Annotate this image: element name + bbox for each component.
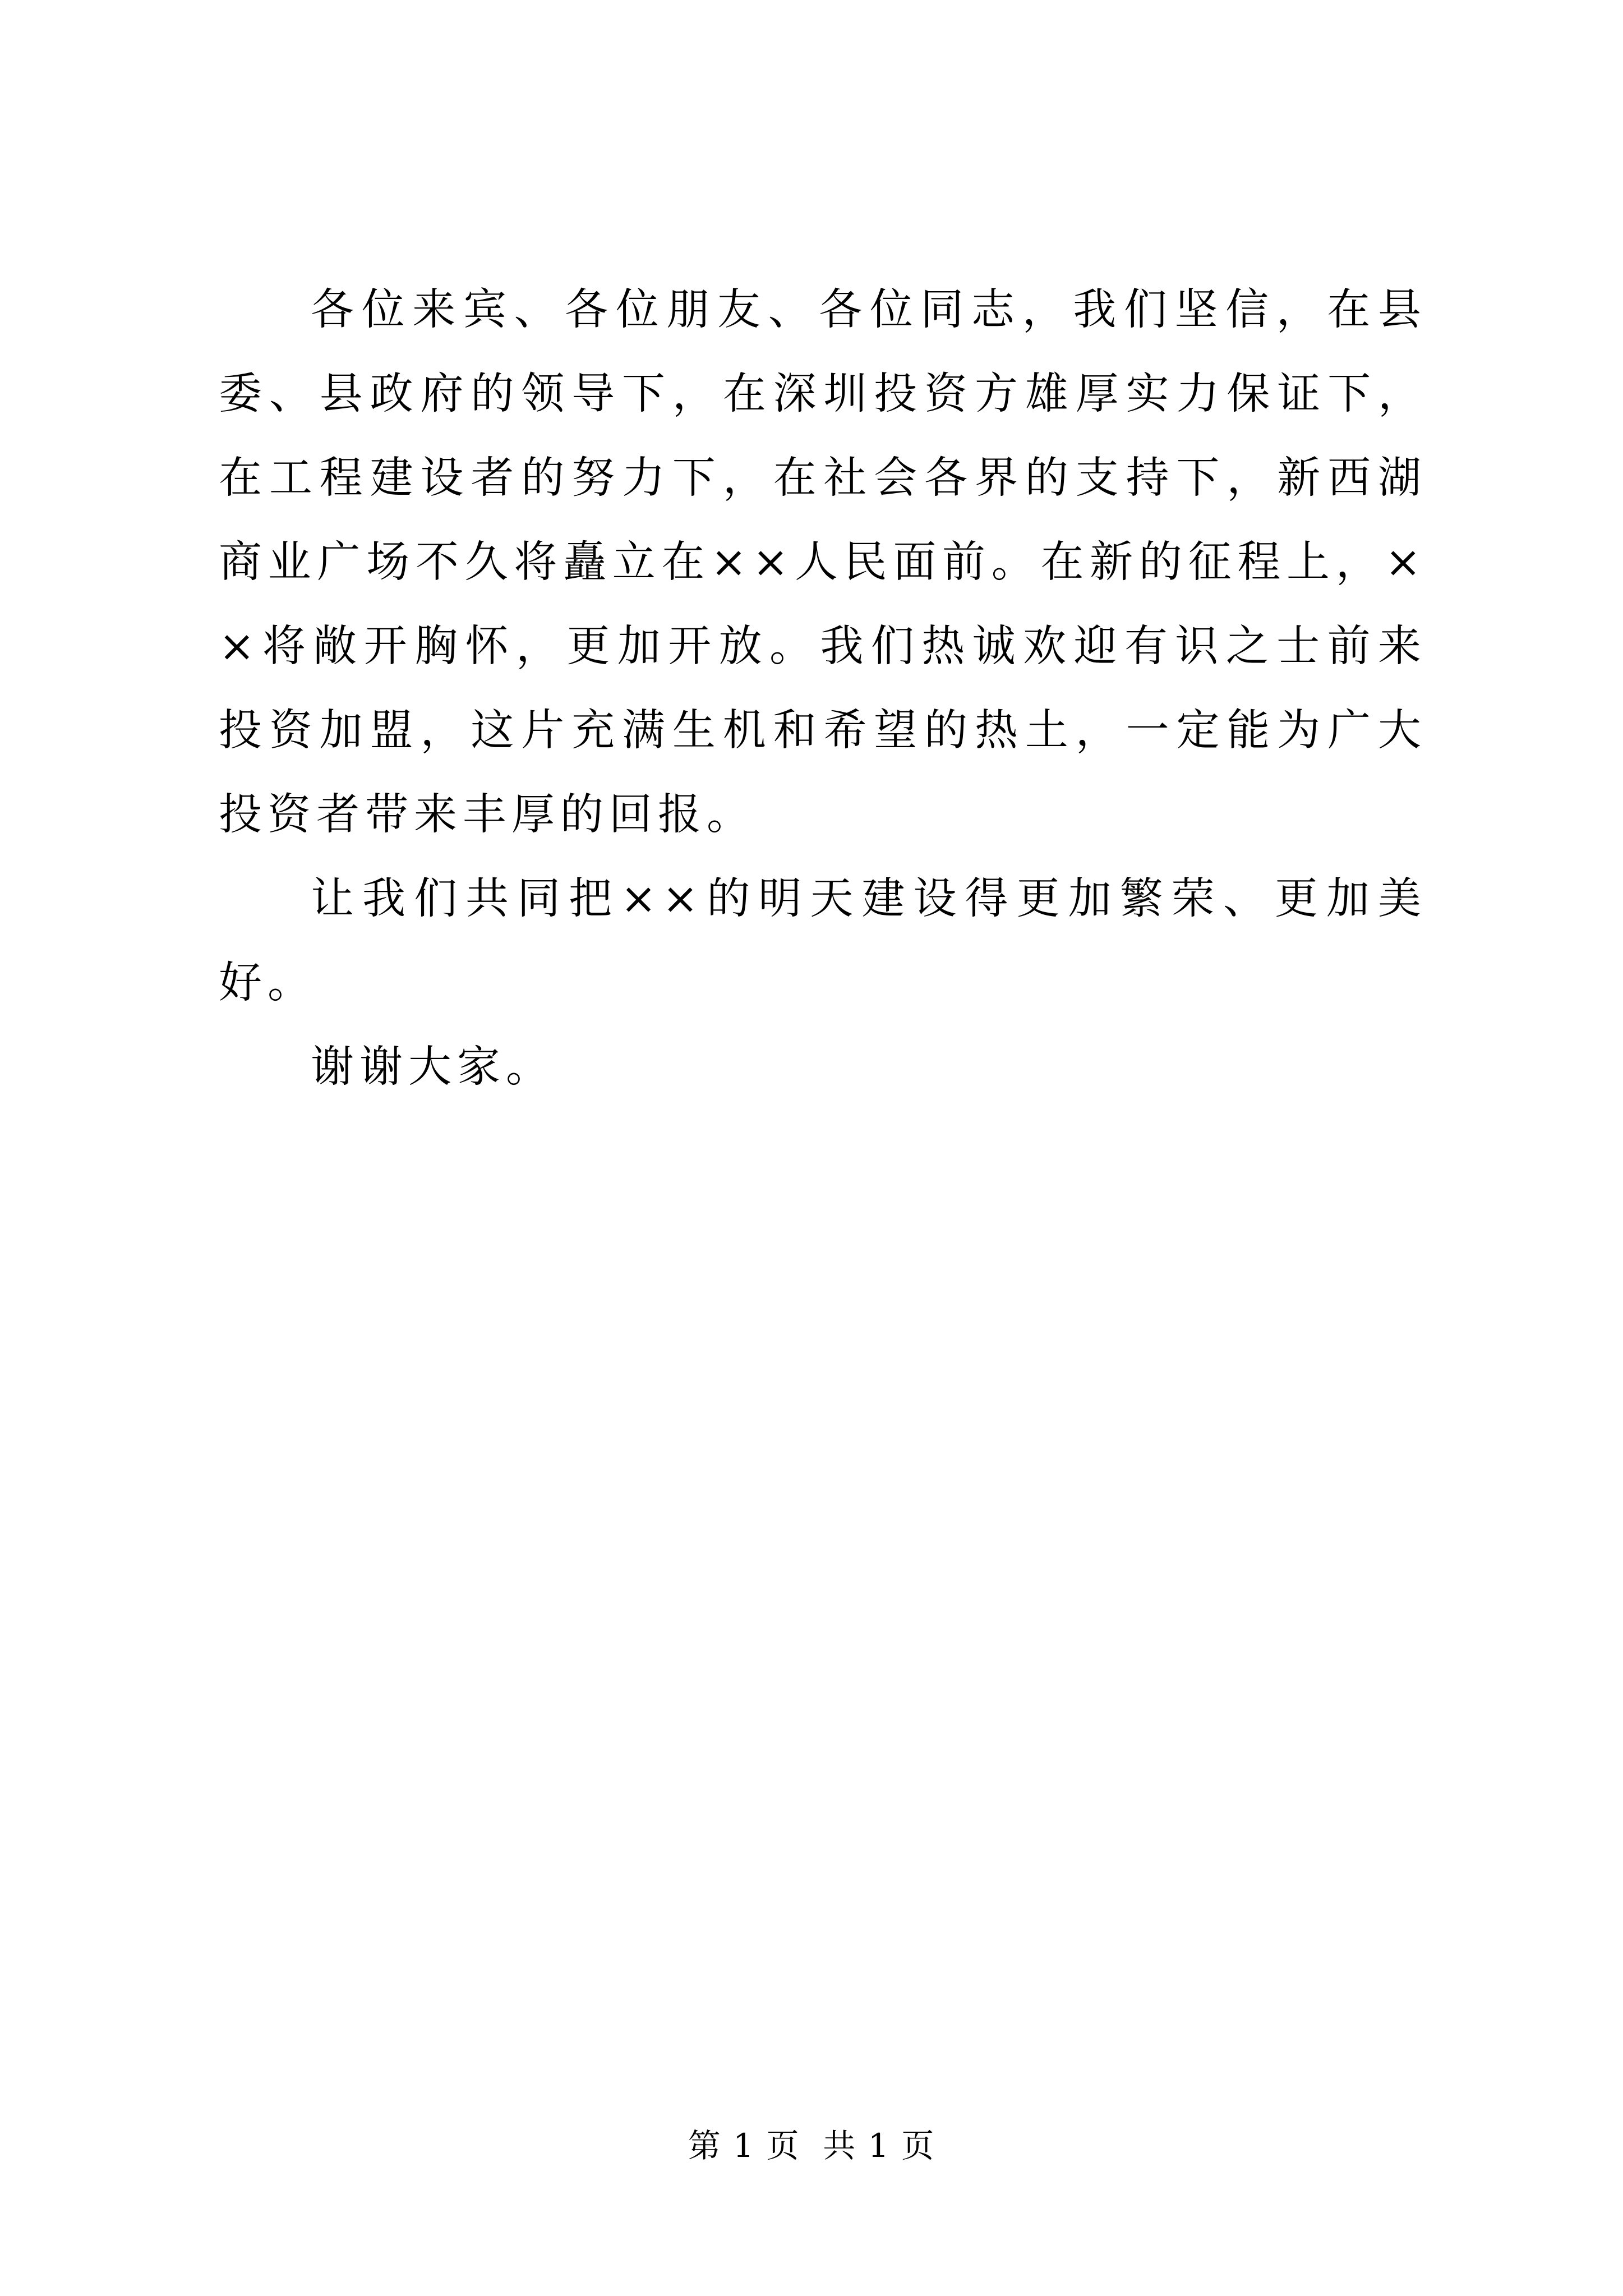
paragraph-closing-speech: 各位来宾、各位朋友、各位同志，我们坚信，在县委、县政府的领导下，在深圳投资方雄厚实力保证下，在工程建设者的努力下，在社会各界的支持下，新西湖商业广场不久将矗立在××人民面前。在新的征程上，××将敞开胸怀，更加开放。我们热诚欢迎有识之士前来投资加盟，这片充满生机和希望的热土，一定能为广大投资者带来丰厚的回报。 — [219, 285, 1427, 840]
document-body — [219, 268, 1427, 1110]
page-number-label: 第 1 页 共 1 页 — [688, 2127, 935, 2165]
paragraph-thanks: 谢谢大家。 — [311, 1042, 555, 1092]
paragraph-future-vision: 让我们共同把××的明天建设得更加繁荣、更加美好。 — [219, 874, 1427, 1008]
page-footer — [0, 2123, 1623, 2168]
